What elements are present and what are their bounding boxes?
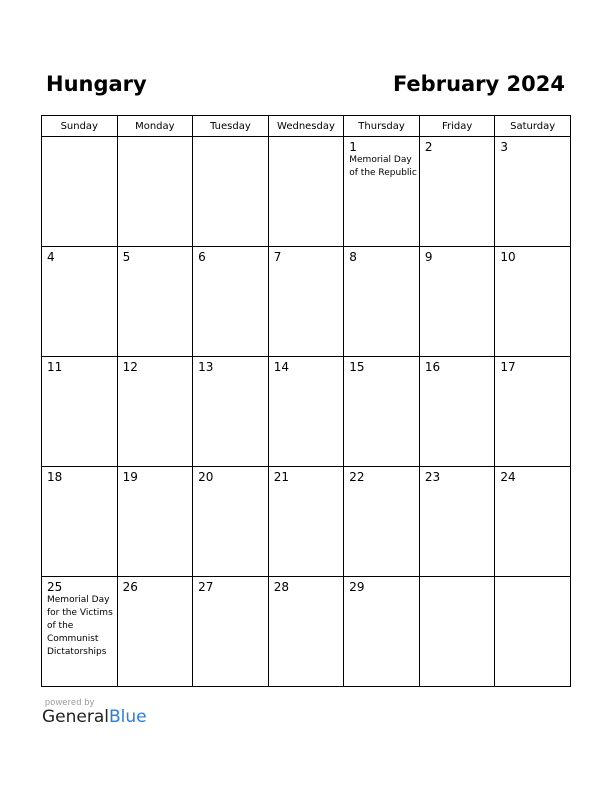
week-row xyxy=(42,467,571,577)
day-cell xyxy=(268,137,344,247)
day-number: 15 xyxy=(349,360,365,374)
day-number: 1 xyxy=(349,140,357,154)
day-cell xyxy=(117,357,193,467)
day-cell xyxy=(344,577,420,687)
day-number xyxy=(495,577,570,580)
weekday-sunday: Sunday xyxy=(42,116,118,137)
week-row xyxy=(42,577,571,687)
day-number: 24 xyxy=(500,470,516,484)
day-cell xyxy=(193,247,269,357)
calendar-grid xyxy=(41,115,571,687)
day-cell xyxy=(495,357,571,467)
day-cell xyxy=(117,577,193,687)
day-number: 28 xyxy=(273,580,289,594)
day-cell xyxy=(419,247,495,357)
day-number xyxy=(118,137,193,140)
day-number: 8 xyxy=(349,250,357,264)
day-number: 17 xyxy=(500,360,516,374)
day-cell xyxy=(495,137,571,247)
day-cell xyxy=(344,137,420,247)
country-title: Hungary xyxy=(46,72,147,96)
day-cell xyxy=(419,137,495,247)
day-cell xyxy=(42,467,118,577)
day-number: 25 xyxy=(47,580,63,594)
day-number: 27 xyxy=(198,580,214,594)
day-number: 12 xyxy=(122,360,138,374)
day-cell xyxy=(344,247,420,357)
day-number: 6 xyxy=(198,250,206,264)
day-cell xyxy=(42,357,118,467)
day-number: 20 xyxy=(198,470,214,484)
day-cell xyxy=(117,137,193,247)
day-cell xyxy=(193,357,269,467)
weekday-saturday: Saturday xyxy=(495,116,571,137)
day-number: 2 xyxy=(424,140,433,154)
powered-by-label: powered by xyxy=(45,697,95,707)
day-number: 4 xyxy=(47,250,55,264)
day-cell xyxy=(268,467,344,577)
day-number xyxy=(193,137,268,140)
week-row xyxy=(42,357,571,467)
day-number: 29 xyxy=(349,580,365,594)
day-number: 11 xyxy=(47,360,63,374)
day-cell xyxy=(42,577,118,687)
day-number: 22 xyxy=(349,470,365,484)
day-cell xyxy=(193,467,269,577)
day-cell xyxy=(495,467,571,577)
holiday-label: Memorial Day of the Republic xyxy=(349,155,417,178)
day-number xyxy=(420,577,495,580)
day-number xyxy=(42,137,117,140)
day-number: 3 xyxy=(500,140,509,154)
day-cell xyxy=(268,357,344,467)
day-cell xyxy=(42,137,118,247)
generalblue-logo xyxy=(42,707,147,727)
day-number: 16 xyxy=(424,360,441,374)
month-title: February 2024 xyxy=(392,72,565,96)
day-number: 23 xyxy=(424,470,441,484)
day-cell xyxy=(495,247,571,357)
day-number: 26 xyxy=(122,580,138,594)
day-cell xyxy=(193,577,269,687)
day-number: 10 xyxy=(500,250,516,264)
day-cell xyxy=(419,577,495,687)
day-cell xyxy=(117,467,193,577)
weekday-thursday: Thursday xyxy=(344,116,420,137)
weekday-header-row xyxy=(42,116,571,137)
weekday-monday: Monday xyxy=(117,116,193,137)
day-number: 5 xyxy=(122,250,131,264)
week-row xyxy=(42,247,571,357)
day-number: 21 xyxy=(273,470,289,484)
day-cell xyxy=(42,247,118,357)
week-row xyxy=(42,137,571,247)
day-cell xyxy=(193,137,269,247)
day-cell xyxy=(268,577,344,687)
day-cell xyxy=(419,357,495,467)
logo-general-text: General xyxy=(42,707,109,727)
day-number: 9 xyxy=(424,250,433,264)
footer-branding xyxy=(42,697,147,727)
day-number: 14 xyxy=(273,360,289,374)
day-number: 18 xyxy=(47,470,63,484)
day-cell xyxy=(344,467,420,577)
day-cell xyxy=(117,247,193,357)
day-number: 7 xyxy=(273,250,282,264)
day-cell xyxy=(344,357,420,467)
day-number xyxy=(269,137,344,140)
weekday-friday: Friday xyxy=(419,116,495,137)
day-cell xyxy=(419,467,495,577)
day-number: 13 xyxy=(198,360,214,374)
holiday-label: Memorial Day for the Victims of the Communist Dictatorships xyxy=(47,595,113,657)
weekday-wednesday: Wednesday xyxy=(268,116,344,137)
day-number: 19 xyxy=(122,470,138,484)
day-cell xyxy=(268,247,344,357)
logo-blue-text: Blue xyxy=(109,707,147,727)
weekday-tuesday: Tuesday xyxy=(193,116,269,137)
day-cell xyxy=(495,577,571,687)
